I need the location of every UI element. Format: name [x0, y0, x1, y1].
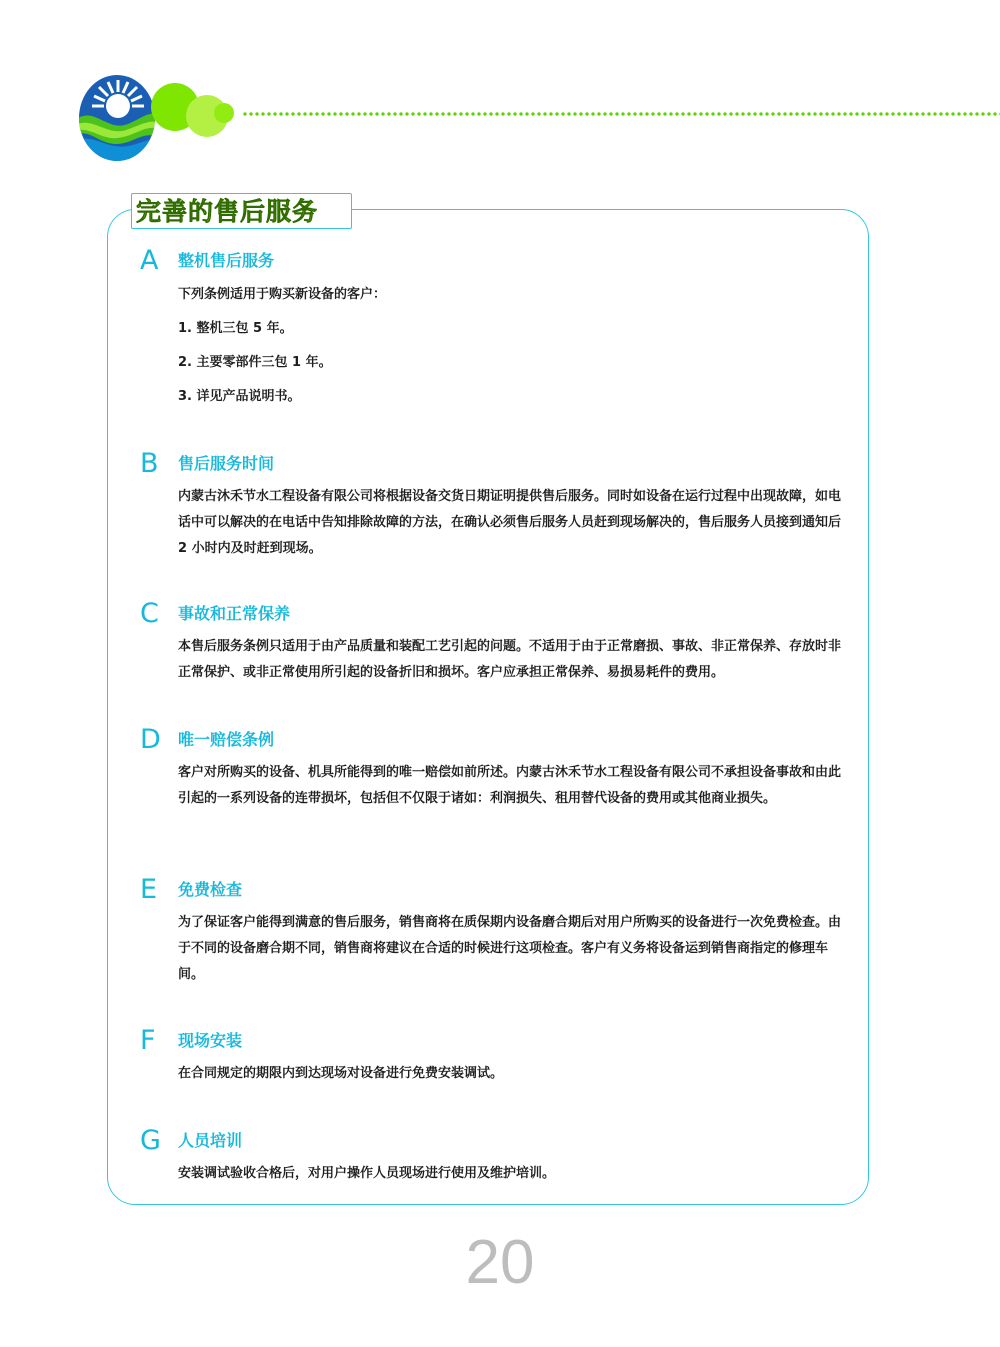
- page-header: [0, 0, 1000, 180]
- section-heading: 唯一赔偿条例: [178, 730, 275, 749]
- page-title: 完善的售后服务: [136, 197, 319, 226]
- section-letter: E: [140, 874, 158, 905]
- section-text: 内蒙古沐禾节水工程设备有限公司将根据设备交货日期证明提供售后服务。同时如设备在运行过程中出现故障，如电话中可以解决的在电话中告知排除故障的方法，在确认必须售后服务人员赶到现场解决的，售后服务人员接到通知后 2 小时内及时赶到现场。: [178, 489, 842, 556]
- section-heading: 现场安装: [178, 1031, 243, 1050]
- list-item: 3. 详见产品说明书。: [178, 389, 301, 404]
- section-intro: 下列条例适用于购买新设备的客户：: [178, 287, 387, 302]
- dotted-divider-line: [242, 112, 1000, 116]
- section-heading: 事故和正常保养: [178, 604, 291, 623]
- list-item: 2. 主要零部件三包 1 年。: [178, 355, 332, 370]
- section-text: 在合同规定的期限内到达现场对设备进行免费安装调试。: [178, 1066, 504, 1081]
- section-text: 安装调试验收合格后，对用户操作人员现场进行使用及维护培训。: [178, 1166, 556, 1181]
- section-letter: C: [140, 598, 159, 629]
- list-item: 1. 整机三包 5 年。: [178, 321, 293, 336]
- section-letter: A: [140, 245, 159, 276]
- section-heading: 整机售后服务: [178, 251, 275, 270]
- section-heading: 人员培训: [178, 1131, 243, 1150]
- section-heading: 免费检查: [178, 880, 243, 899]
- section-letter: D: [140, 724, 161, 755]
- section-heading: 售后服务时间: [178, 454, 275, 473]
- section-body: [178, 760, 850, 812]
- section-text: 客户对所购买的设备、机具所能得到的唯一赔偿如前所述。内蒙古沐禾节水工程设备有限公司不承担设备事故和由此引起的一系列设备的连带损坏，包括但不仅限于诸如：利润损失、租用替代设备的费用或其他商业损失。: [178, 765, 842, 806]
- decorative-circle-small: [214, 103, 234, 123]
- section-body: [178, 484, 850, 562]
- page-number: 20: [465, 1228, 535, 1297]
- section-letter: G: [140, 1125, 161, 1156]
- section-text: 本售后服务条例只适用于由产品质量和装配工艺引起的问题。不适用于由于正常磨损、事故、非正常保养、存放时非正常保护、或非正常使用所引起的设备折旧和损坏。客户应承担正常保养、易损易耗件的费用。: [178, 639, 842, 680]
- section-letter: F: [140, 1025, 156, 1056]
- company-logo-icon: [78, 74, 156, 162]
- section-text: 为了保证客户能得到满意的售后服务，销售商将在质保期内设备磨合期后对用户所购买的设备进行一次免费检查。由于不同的设备磨合期不同，销售商将建议在合适的时候进行这项检查。客户有义务将设备运到销售商指定的修理车间。: [178, 915, 842, 982]
- section-body: [178, 1161, 850, 1187]
- section-body: [178, 1061, 850, 1087]
- section-body: [178, 282, 850, 418]
- section-body: [178, 910, 850, 988]
- section-body: [178, 634, 850, 686]
- section-letter: B: [140, 448, 159, 479]
